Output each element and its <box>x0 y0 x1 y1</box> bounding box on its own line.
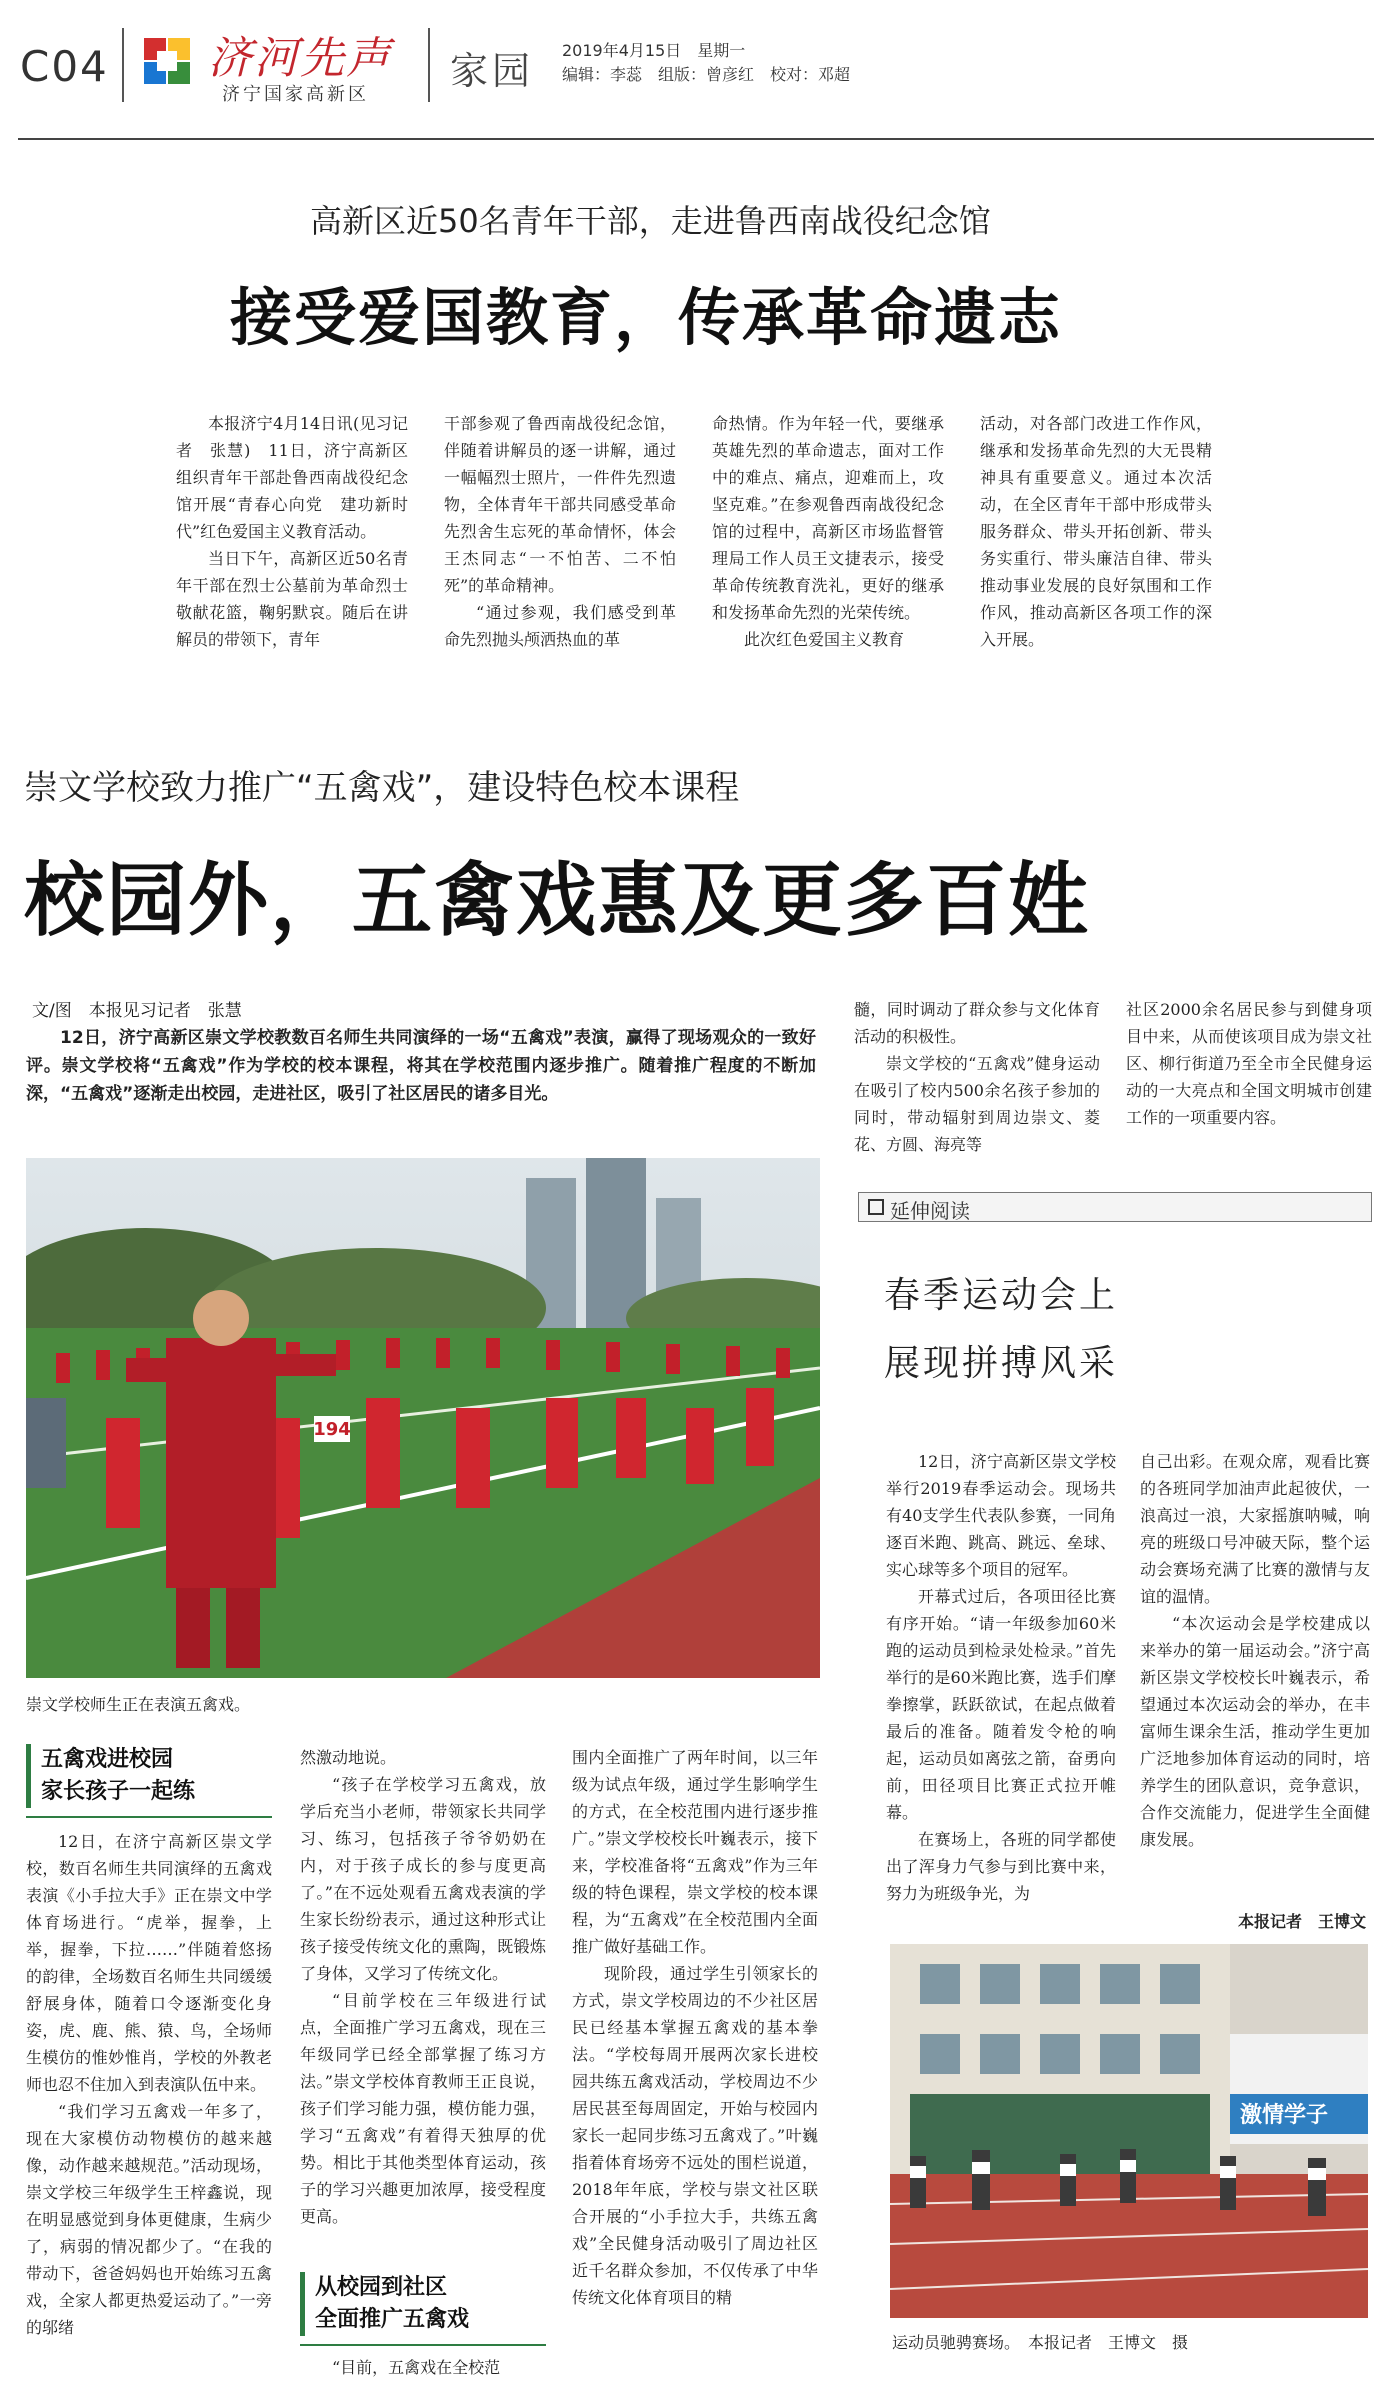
paragraph: 本报济宁4月14日讯(见习记者 张慧) 11日，济宁高新区组织青年干部赴鲁西南战役纪念馆开展“青春心向党 建功新时代”红色爱国主义教育活动。 <box>176 414 408 541</box>
paragraph: “本次运动会是学校建成以来举办的第一届运动会。”济宁高新区崇文学校校长叶巍表示，希望通过本次运动会的举办，在丰富师生课余生活，推动学生更加广泛地参加体育运动的同时，培养学生的团队意识，竞争意识，合作交流能力，促进学生全面健康发展。 <box>1140 1614 1370 1849</box>
sidebar-column-2 <box>1140 1448 1370 1853</box>
sidebar-column-1 <box>886 1448 1116 1907</box>
paragraph: 现阶段，通过学生引领家长的方式，崇文学校周边的不少社区居民已经基本掌握五禽戏的基本拳法。“学校每周开展两次家长进校园共练五禽戏活动，学校周边不少居民甚至每周固定，开始与校园内家长一起同步练习五禽戏了。”叶巍指着体育场旁不远处的围栏说道，2018年年底，学校与崇文社区联合开展的“小手拉大手，共练五禽戏”全民健身活动吸引了周边社区近千名群众参加，不仅传承了中华传统文化体育项目的精 <box>572 1964 818 2307</box>
extended-reading-label: 延伸阅读 <box>890 1199 970 1223</box>
subhead-1-line-2: 家长孩子一起练 <box>41 1779 196 1804</box>
subhead-1-underline <box>26 1816 272 1818</box>
paragraph: 自己出彩。在观众席，观看比赛的各班同学加油声此起彼伏，一浪高过一浪，大家摇旗呐喊，响亮的班级口号冲破天际，整个运动会赛场充满了比赛的激情与友谊的温情。 <box>1140 1452 1370 1606</box>
article2-column-1 <box>26 1828 272 2341</box>
page-number: C04 <box>20 42 109 91</box>
masthead-rule <box>18 138 1374 140</box>
banner-text: 激情学子 <box>1240 2103 1329 2128</box>
paper-name: 济河先声 <box>208 33 392 84</box>
subhead-2 <box>300 2272 546 2336</box>
paragraph: 髓，同时调动了群众参与文化体育活动的积极性。 <box>854 1000 1100 1046</box>
paragraph: 围内全面推广了两年时间，以三年级为试点年级，通过学生影响学生的方式，在全校范围内进行逐步推广。”崇文学校校长叶巍表示，接下来，学校准备将“五禽戏”作为三年级的特色课程，崇文学校的校本课程，为“五禽戏”在全校范围内全面推广做好基础工作。 <box>572 1748 818 1956</box>
square-icon <box>868 1199 884 1215</box>
article1-column-2 <box>444 410 676 653</box>
paragraph: “目前学校在三年级进行试点，全面推广学习五禽戏，现在三年级同学已经全部掌握了练习方法。”崇文学校体育教师王正良说，孩子们学习能力强，模仿能力强，学习“五禽戏”有着得天独厚的优势。相比于其他类型体育运动，孩子的学习兴趣更加浓厚，接受程度更高。 <box>300 1991 546 2226</box>
sidebar-title-line-1: 春季运动会上 <box>884 1275 1119 1316</box>
sidebar-title-line-2: 展现拼搏风采 <box>884 1343 1119 1384</box>
lead-paragraph: 12日，济宁高新区崇文学校教数百名师生共同演绎的一场“五禽戏”表演，赢得了现场观众的一致好评。崇文学校将“五禽戏”作为学校的校本课程，将其在学校范围内逐步推广。随着推广程度的不断加深，“五禽戏”逐渐走出校园，走进社区，吸引了社区居民的诸多目光。 <box>26 1028 816 1104</box>
article2-headline: 校园外，五禽戏惠及更多百姓 <box>24 854 1090 947</box>
article1-kicker: 高新区近50名青年干部，走进鲁西南战役纪念馆 <box>310 202 991 240</box>
article2-column-2-bottom <box>300 2354 546 2381</box>
paragraph: “孩子在学校学习五禽戏，放学后充当小老师，带领家长共同学习、练习，包括孩子爷爷奶奶在内，对于孩子成长的参与度更高了。”在不远处观看五禽戏表演的学生家长纷纷表示，通过这种形式让孩子接受传统文化的熏陶，既锻炼了身体，又学习了传统文化。 <box>300 1775 546 1983</box>
issue-date: 2019年4月15日 星期一 <box>562 41 746 60</box>
masthead-divider <box>122 28 124 102</box>
paragraph: 社区2000余名居民参与到健身项目中来，从而使该项目成为崇文社区、柳行街道乃至全市全民健身运动的一大亮点和全国文明城市创建工作的一项重要内容。 <box>1126 1000 1372 1127</box>
section-name: 家园 <box>450 49 535 93</box>
subhead-2-line-2: 全面推广五禽戏 <box>315 2307 470 2332</box>
race-bib-number: 194 <box>313 1419 351 1440</box>
article1-column-1 <box>176 410 408 653</box>
subhead-1 <box>26 1744 272 1808</box>
article1-column-4 <box>980 410 1212 653</box>
subhead-2-line-1: 从校园到社区 <box>315 2275 448 2300</box>
sidebar-byline: 本报记者 王博文 <box>1237 1912 1366 1931</box>
article1-headline: 接受爱国教育，传承革命遗志 <box>230 281 1063 354</box>
paragraph: 12日，在济宁高新区崇文学校，数百名师生共同演绎的五禽戏表演《小手拉大手》正在崇文中学体育场进行。“虎举，握拳，上举，握拳，下拉……”伴随着悠扬的韵律，全场数百名师生共同缓缓舒展身体，随着口令逐渐变化身姿，虎、鹿、熊、猿、鸟，全场师生模仿的惟妙惟肖，学校的外教老师也忍不住加入到表演队伍中来。 <box>26 1832 272 2094</box>
paragraph: 干部参观了鲁西南战役纪念馆，伴随着讲解员的逐一讲解，通过一幅幅烈士照片，一件件先烈遗物，全体青年干部共同感受革命先烈舍生忘死的革命情怀，体会王杰同志“一不怕苦、二不怕死”的革命精神。 <box>444 414 676 595</box>
paragraph: 开幕式过后，各项田径比赛有序开始。“请一年级参加60米跑的运动员到检录处检录。”首先举行的是60米跑比赛，选手们摩拳擦掌，跃跃欲试，在起点做着最后的准备。随着发令枪的响起，运动员如离弦之箭，奋勇向前，田径项目比赛正式拉开帷幕。 <box>886 1587 1116 1822</box>
article2-column-3 <box>572 1744 818 2311</box>
subhead-1-line-1: 五禽戏进校园 <box>41 1747 174 1772</box>
photo-caption: 崇文学校师生正在表演五禽戏。 <box>26 1695 251 1714</box>
article2-kicker: 崇文学校致力推广“五禽戏”，建设特色校本课程 <box>24 768 740 808</box>
paragraph: 12日，济宁高新区崇文学校举行2019春季运动会。现场共有40支学生代表队参赛，一同角逐百米跑、跳高、跳远、垒球、实心球等多个项目的冠军。 <box>886 1452 1116 1579</box>
paragraph: 此次红色爱国主义教育 <box>744 630 905 649</box>
sports-meet-photo <box>890 1944 1368 2318</box>
paragraph: “我们学习五禽戏一年多了，现在大家模仿动物模仿的越来越像，动作越来越规范。”活动现场，崇文学校三年级学生王梓鑫说，现在明显感觉到身体更健康，生病少了，病弱的情况都少了。“在我的带动下，爸爸妈妈也开始练习五禽戏，全家人都更热爱运动了。”一旁的邬绪 <box>26 2102 272 2337</box>
paragraph: “目前，五禽戏在全校范 <box>332 2358 501 2377</box>
article2-top-column-b <box>1126 996 1372 1131</box>
masthead <box>0 0 1394 140</box>
paragraph: “通过参观，我们感受到革命先烈抛头颅洒热血的革 <box>444 603 676 649</box>
paragraph: 命热情。作为年轻一代，要继承英雄先烈的革命遗志，面对工作中的难点、痛点，迎难而上，攻坚克难。”在参观鲁西南战役纪念馆的过程中，高新区市场监督管理局工作人员王文捷表示，接受革命传统教育洗礼，更好的继承和发扬革命先烈的光荣传统。 <box>712 414 944 622</box>
wuqinxi-performance-photo <box>26 1158 820 1678</box>
paragraph: 当日下午，高新区近50名青年干部在烈士公墓前为革命烈士敬献花篮，鞠躬默哀。随后在讲解员的带领下，青年 <box>176 549 408 649</box>
sports-photo-caption: 运动员驰骋赛场。 本报记者 王博文 摄 <box>892 2333 1189 2352</box>
paragraph: 崇文学校的“五禽戏”健身运动在吸引了校内500余名孩子参加的同时，带动辐射到周边崇文、菱花、方圆、海亮等 <box>854 1054 1100 1154</box>
article2-byline: 文/图 本报见习记者 张慧 <box>32 1001 242 1021</box>
logo-icon <box>142 36 192 86</box>
paragraph: 活动，对各部门改进工作作风，继承和发扬革命先烈的大无畏精神具有重要意义。通过本次活动，在全区青年干部中形成带头服务群众、带头开拓创新、带头务实重行、带头廉洁自律、带头推动事业发展的良好氛围和工作作风，推动高新区各项工作的深入开展。 <box>980 414 1212 649</box>
subhead-2-underline <box>300 2344 546 2346</box>
masthead-divider <box>428 28 430 102</box>
article2-column-2 <box>300 1744 546 2230</box>
paragraph: 然激动地说。 <box>300 1748 397 1767</box>
editor-credits: 编辑：李蕊 组版：曾彦红 校对：邓超 <box>562 65 851 84</box>
paragraph: 在赛场上，各班的同学都使出了浑身力气参与到比赛中来，努力为班级争光，为 <box>886 1830 1116 1903</box>
article2-lead <box>26 1024 816 1108</box>
article1-column-3 <box>712 410 944 653</box>
paper-subtitle: 济宁国家高新区 <box>222 84 369 105</box>
article2-top-column-a <box>854 996 1100 1158</box>
